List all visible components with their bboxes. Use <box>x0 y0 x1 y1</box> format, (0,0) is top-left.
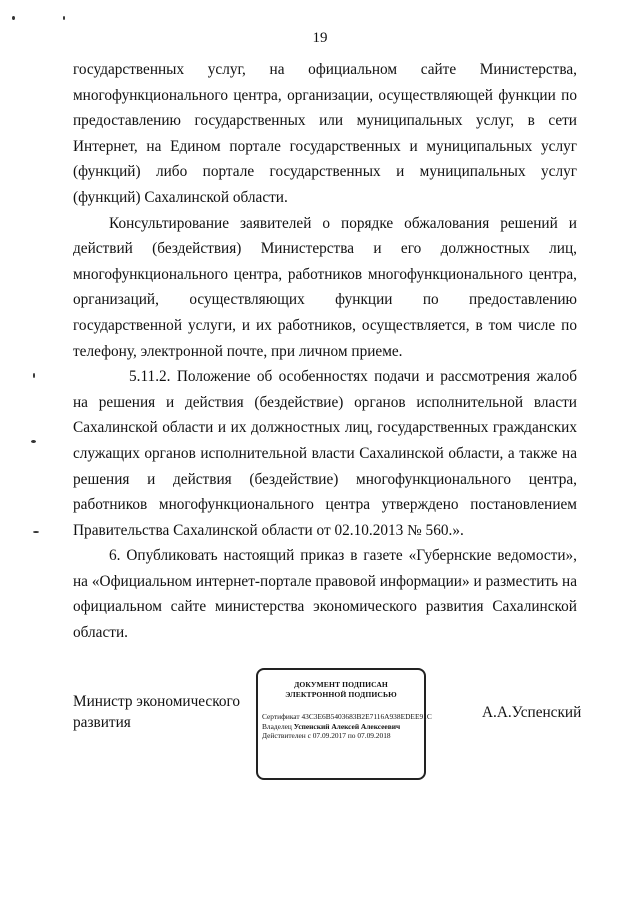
scan-speck <box>33 531 39 533</box>
scan-speck <box>31 440 36 443</box>
stamp-title-line: ЭЛЕКТРОННОЙ ПОДПИСЬЮ <box>285 690 397 699</box>
scan-speck <box>33 373 35 378</box>
paragraph: 6. Опубликовать настоящий приказ в газете «Губернские ведомости», на «Официальном интернет-портале правовой информации» и разместить на официальном сайте министерства экономического развития Сахалинской области. <box>73 547 577 642</box>
electronic-signature-stamp <box>256 668 432 780</box>
paragraph: 5.11.2. Положение об особенностях подачи и рассмотрения жалоб на решения и действия (бездействие) органов исполнительной власти Сахалинской области и их должностных лиц, государственных гражданских служащих органов исполнительной власти Сахалинской области, а также на решения и действия (бездействие) многофункционального центра, работников многофункционального центра утверждено постановлением Правительства Сахалинской области от 02.10.2013 № 560.». <box>73 368 577 539</box>
stamp-owner-value: Успенский Алексей Алексеевич <box>293 721 401 731</box>
stamp-validity: Действителен с 07.09.2017 по 07.09.2018 <box>262 731 391 740</box>
paragraph: Консультирование заявителей о порядке обжалования решений и действий (бездействия) Министерства и его должностных лиц, многофункционального центра, работников многофункционального центра, организаций, осуществляющих функции по предоставлению государственной услуги, и их работников, осуществляется, в том числе по телефону, электронной почте, при личном приеме. <box>73 214 577 360</box>
stamp-certificate-label: Сертификат <box>262 712 300 721</box>
stamp-owner-label: Владелец <box>262 721 292 731</box>
signatory-position: Министр экономического развития <box>73 693 241 731</box>
paragraph: государственных услуг, на официальном сайте Министерства, многофункционального центра, организации, осуществляющей функции по предоставлению государственных или муниципальных услуг, в сети Интернет, на Едином портале государственных и муниципальных услуг (функций) либо портале государственных и муниципальных услуг (функций) Сахалинской области. <box>73 61 577 206</box>
page-number: 19 <box>312 30 328 46</box>
document-body <box>73 57 577 646</box>
stamp-certificate-value: 43C3E6B5403683B2E7116A938EDEE91C <box>301 712 432 721</box>
stamp-certificate <box>262 712 432 722</box>
scan-speck <box>12 16 15 20</box>
stamp-title-line: ДОКУМЕНТ ПОДПИСАН <box>294 680 388 689</box>
stamp-title <box>258 680 424 700</box>
signatory-name: А.А.Успенский <box>482 704 582 721</box>
stamp-owner <box>262 722 424 732</box>
scan-speck <box>63 16 65 20</box>
stamp-details <box>258 712 432 741</box>
